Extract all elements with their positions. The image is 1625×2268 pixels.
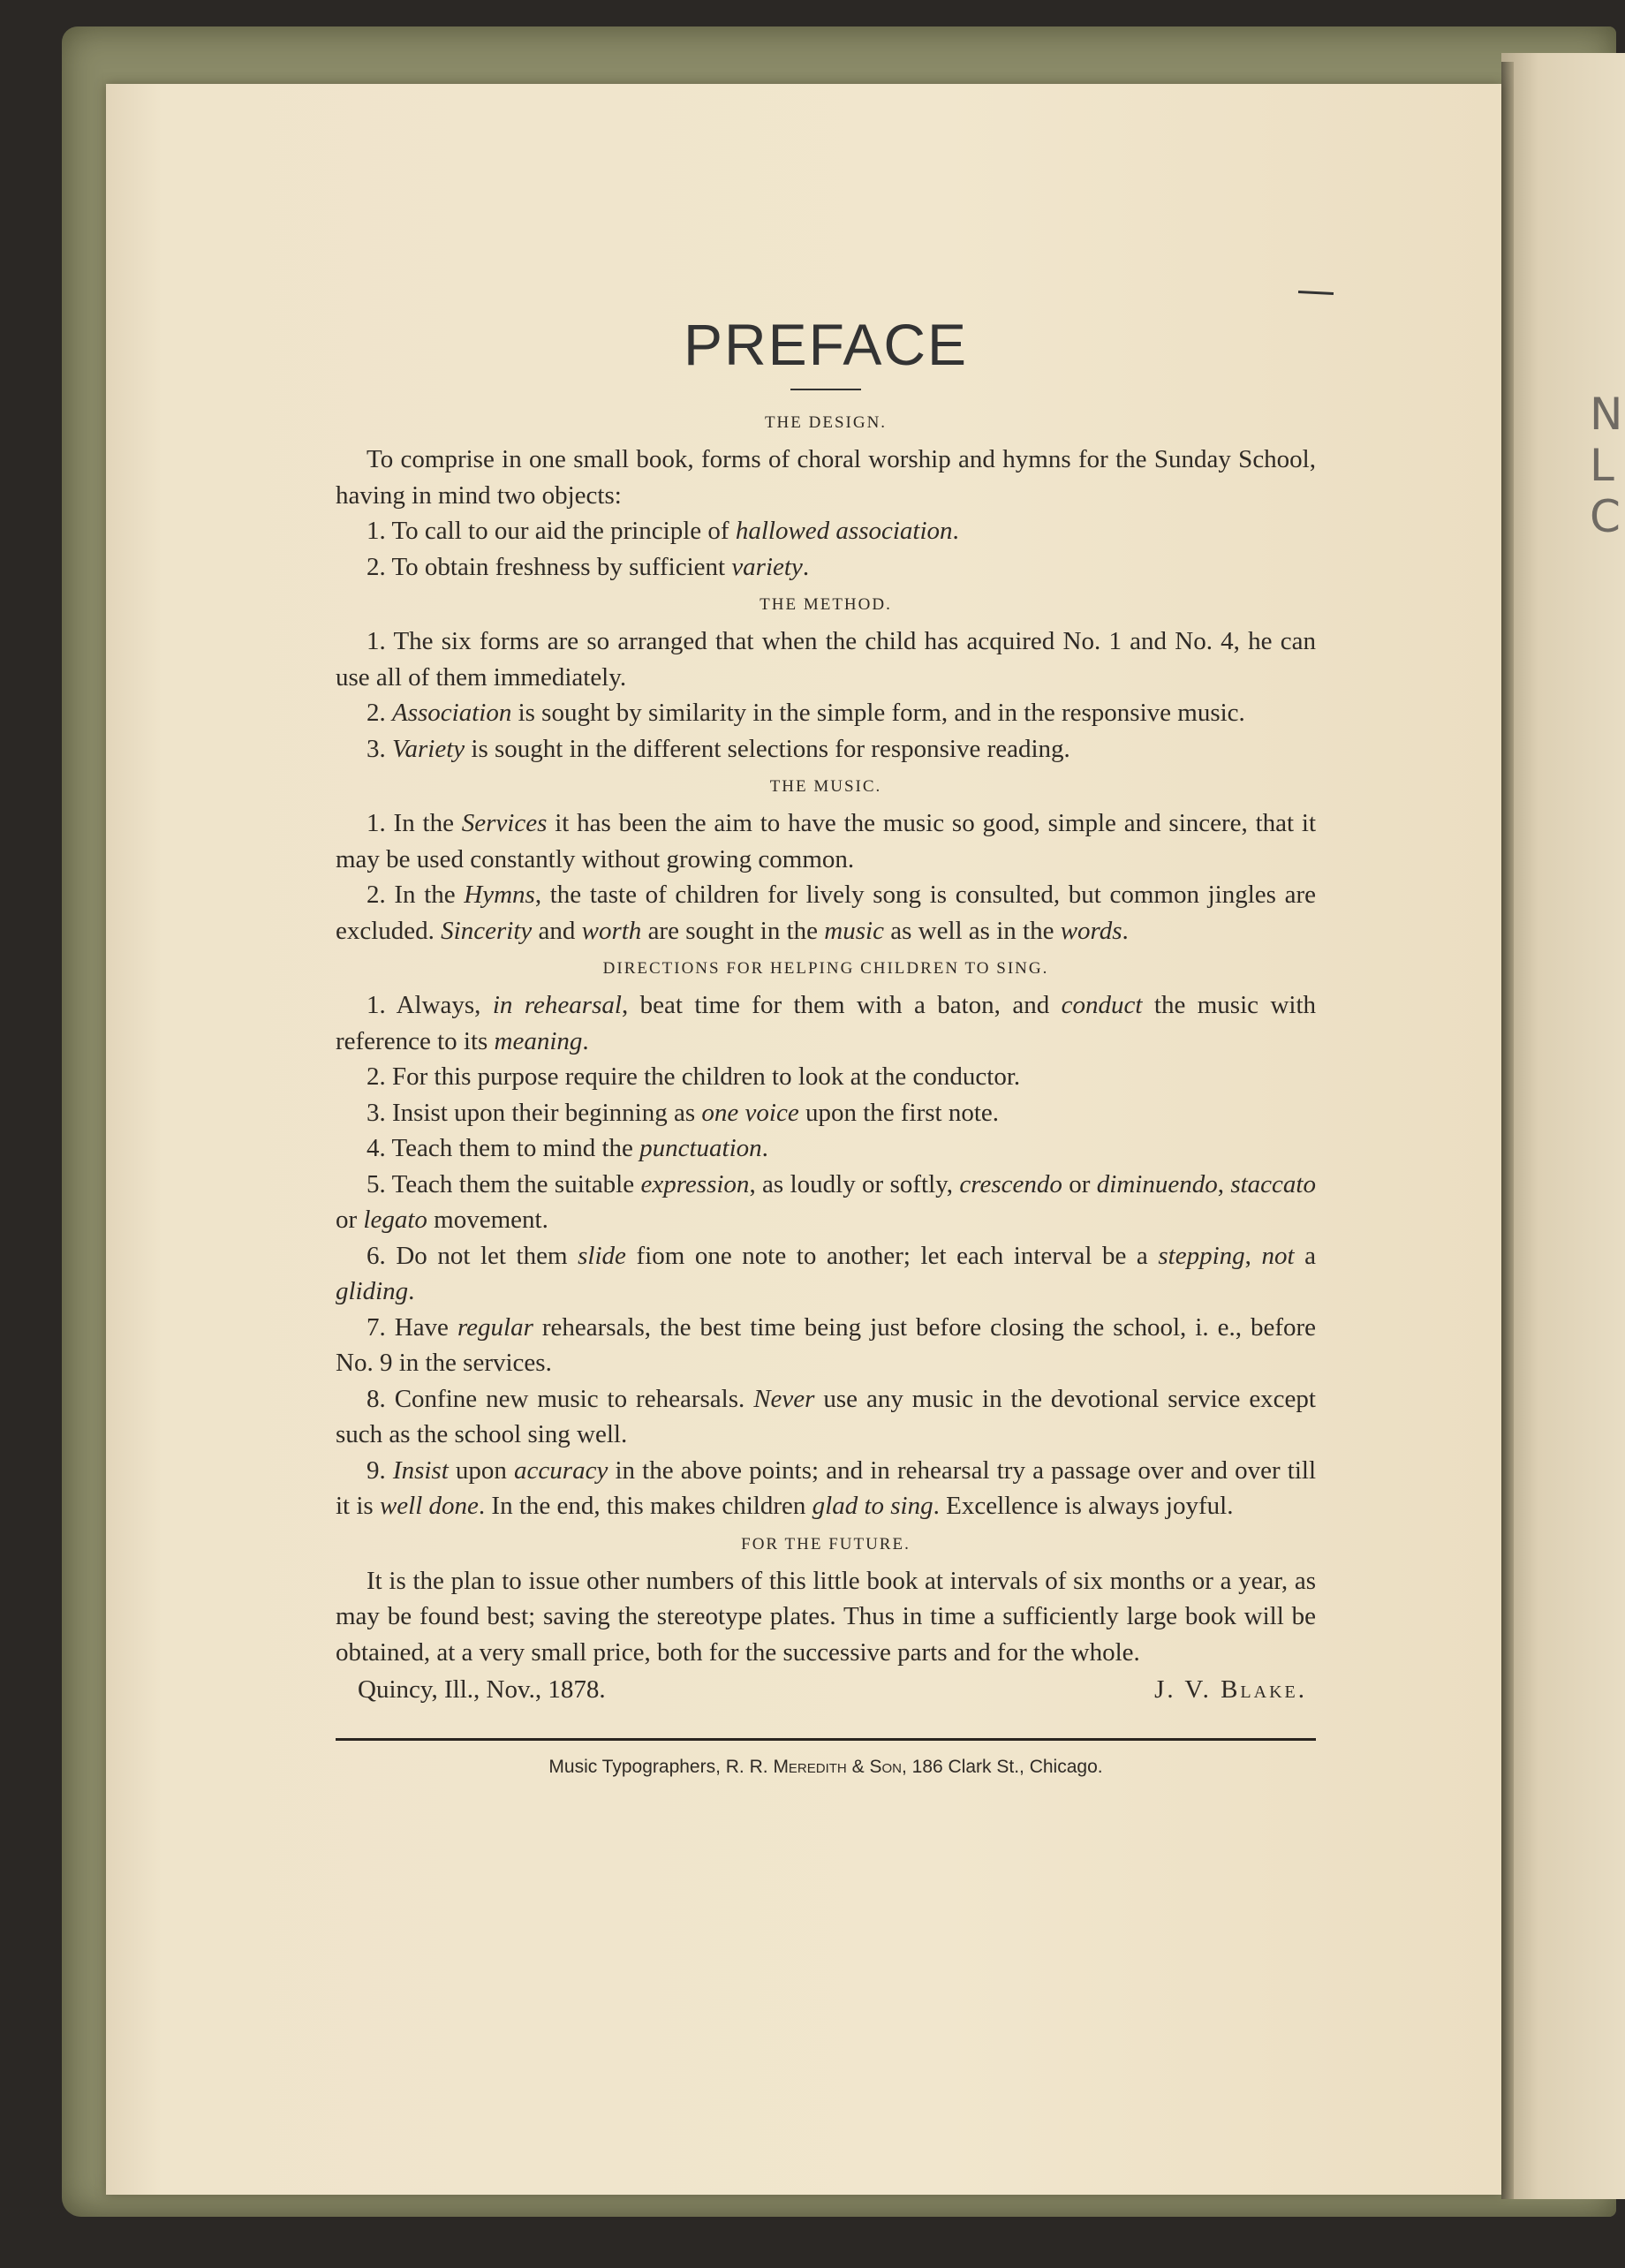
footer-rule (336, 1738, 1316, 1741)
future-text: It is the plan to issue other numbers of this little book at intervals of six months or a year, as may be found best; saving the stereotype plates. Thus in time a sufficiently large book will be obtained, at a very small price, both for the successive parts and for the whole. (336, 1566, 1316, 1667)
direction-1: 1. Always, in rehearsal, beat time for them with a baton, and conduct the music with reference to its meaning. (336, 991, 1317, 1055)
direction-6: 6. Do not let them slide fiom one note to another; let each interval be a stepping, not a gliding. (336, 1241, 1317, 1305)
method-point-1: 1. The six forms are so arranged that when the child has acquired No. 1 and No. 4, he can use all of them immediately. (336, 627, 1316, 692)
music-point-1: 1. In the Services it has been the aim to have the music so good, simple and sincere, that it may be used constantly without growing common. (336, 809, 1316, 873)
preface-text (336, 309, 1316, 1785)
adjacent-page (1501, 53, 1625, 2199)
section-heading-music: THE MUSIC. (769, 777, 882, 796)
signature-line (336, 1672, 1316, 1708)
direction-7: 7. Have regular rehearsals, the best time being just before closing the school, i. e., before No. 9 in the services. (336, 1312, 1317, 1377)
method-point-2: 2. Association is sought by similarity in the simple form, and in the responsive music. (367, 699, 1245, 727)
place-date: Quincy, Ill., Nov., 1878. (358, 1675, 606, 1704)
direction-4: 4. Teach them to mind the punctuation. (367, 1134, 768, 1162)
page-title: PREFACE (683, 312, 969, 377)
design-point-1: 1. To call to our aid the principle of hallowed association. (367, 517, 959, 545)
direction-5: 5. Teach them the suitable expression, as loudly or softly, crescendo or diminuendo, staccato or legato movement. (336, 1169, 1316, 1234)
title-rule (790, 389, 861, 390)
adjacent-page-text: N L C (1590, 389, 1623, 542)
design-intro: To comprise in one small book, forms of choral worship and hymns for the Sunday School, having in mind two objects: (336, 445, 1316, 510)
direction-2: 2. For this purpose require the children to look at the conductor. (367, 1062, 1021, 1091)
printer-imprint: Music Typographers, R. R. Meredith & Son, 186 Clark St., Chicago. (548, 1756, 1103, 1777)
music-point-2: 2. In the Hymns, the taste of children for lively song is consulted, but common jingles are excluded. Sincerity and worth are sought in the music as well as in the words. (336, 881, 1316, 945)
section-heading-future: FOR THE FUTURE. (741, 1534, 911, 1554)
direction-3: 3. Insist upon their beginning as one voice upon the first note. (367, 1098, 1000, 1127)
section-heading-design: THE DESIGN. (764, 413, 888, 432)
direction-9: 9. Insist upon accuracy in the above points; and in rehearsal try a passage over and over till it is well done. In the end, this makes children glad to sing. Excellence is always joyful. (336, 1455, 1317, 1520)
section-heading-directions: DIRECTIONS FOR HELPING CHILDREN TO SING. (602, 959, 1049, 978)
book-gutter (1501, 62, 1514, 2199)
direction-8: 8. Confine new music to rehearsals. Never use any music in the devotional service except such as the school sing well. (336, 1384, 1316, 1448)
design-point-2: 2. To obtain freshness by sufficient variety. (367, 552, 810, 581)
section-heading-method: THE METHOD. (760, 595, 892, 614)
method-point-3: 3. Variety is sought in the different selections for responsive reading. (367, 734, 1070, 763)
author-name: J. V. Blake. (1154, 1675, 1307, 1704)
